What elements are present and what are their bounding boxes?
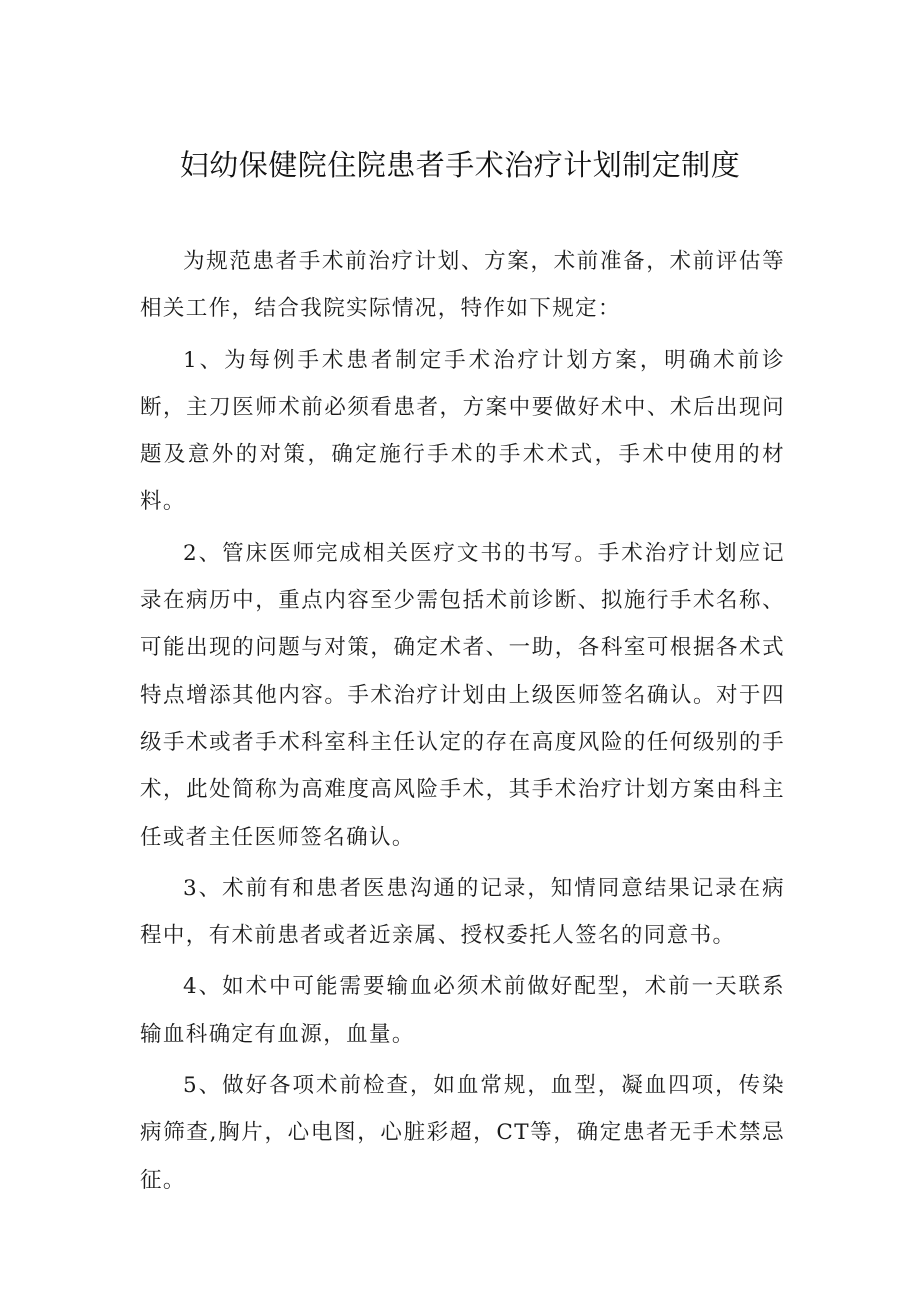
rule-paragraph-2: 2、管床医师完成相关医疗文书的书写。手术治疗计划应记录在病历中，重点内容至少需包括术前诊断、拟施行手术名称、可能出现的问题与对策，确定术者、一助，各科室可根据各术式特点增添其他内容。手术治疗计划由上级医师签名确认。对于四级手术或者手术科室科主任认定的存在高度风险的任何级别的手术，此处简称为高难度高风险手术，其手术治疗计划方案由科主任或者主任医师签名确认。 <box>140 540 785 850</box>
document-body <box>140 238 785 1208</box>
document-title: 妇幼保健院住院患者手术治疗计划制定制度 <box>179 148 741 182</box>
rule-paragraph-3: 3、术前有和患者医患沟通的记录，知情同意结果记录在病程中，有术前患者或者近亲属、授权委托人签名的同意书。 <box>140 875 785 949</box>
rule-paragraph-1: 1、为每例手术患者制定手术治疗计划方案，明确术前诊断，主刀医师术前必须看患者，方案中要做好术中、术后出现问题及意外的对策，确定施行手术的手术术式，手术中使用的材料。 <box>140 347 785 515</box>
rule-paragraph-5: 5、做好各项术前检查，如血常规，血型，凝血四项，传染病筛查,胸片，心电图，心脏彩超，CT等，确定患者无手术禁忌征。 <box>140 1073 785 1193</box>
intro-paragraph: 为规范患者手术前治疗计划、方案，术前准备，术前评估等相关工作，结合我院实际情况，特作如下规定： <box>140 249 785 322</box>
rule-paragraph-4: 4、如术中可能需要输血必须术前做好配型，术前一天联系输血科确定有血源，血量。 <box>140 974 785 1047</box>
